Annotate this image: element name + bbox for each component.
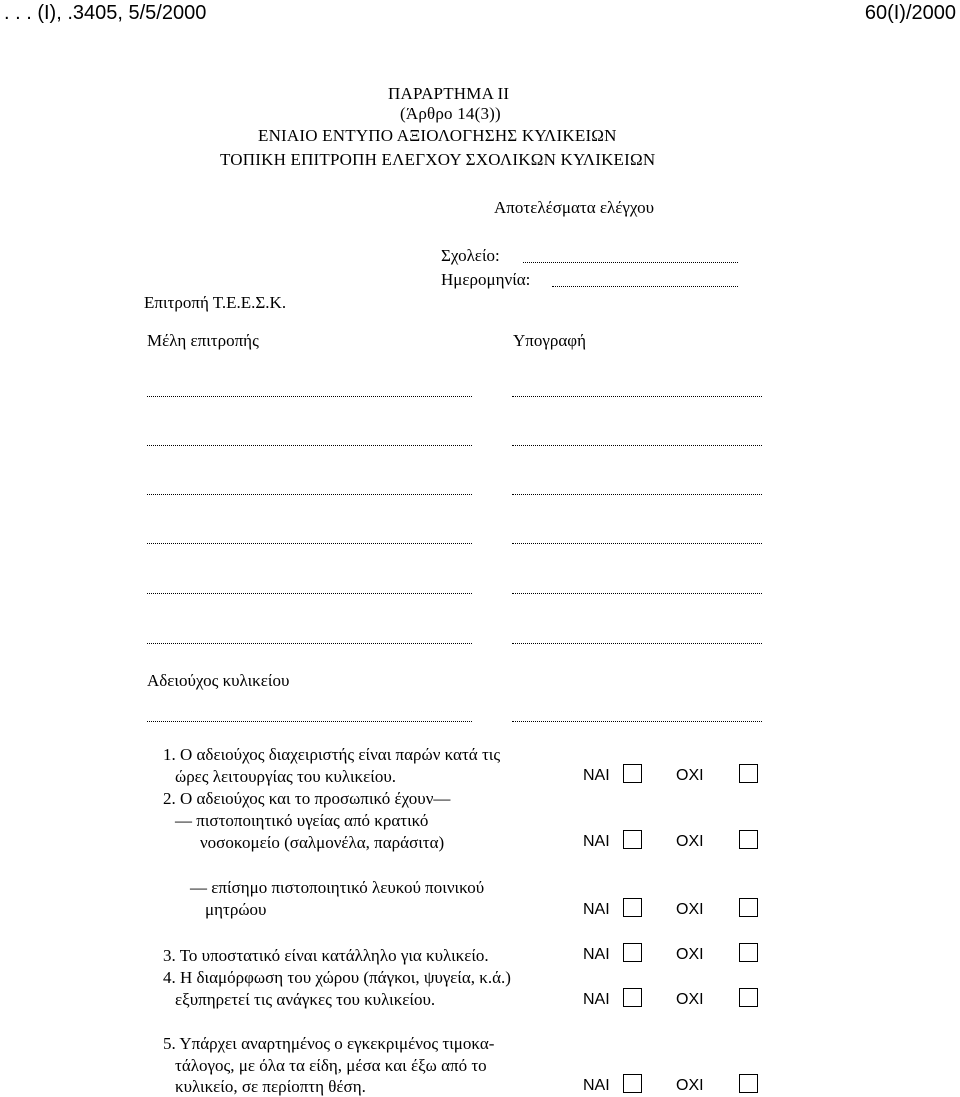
question-2-line-1: 2. Ο αδειούχος και το προσωπικό έχουν— <box>163 789 451 808</box>
committee-title: ΤΟΠΙΚΗ ΕΠΙΤΡΟΠΗ ΕΛΕΓΧΟΥ ΣΧΟΛΙΚΩΝ ΚΥΛΙΚΕΙΩΝ <box>220 150 656 169</box>
question-4-line-1: 4. Η διαμόρφωση του χώρου (πάγκοι, ψυγεία, κ.ά.) <box>163 968 511 987</box>
school-field[interactable] <box>523 262 738 263</box>
q3-yes-checkbox[interactable] <box>623 943 642 962</box>
q2a-yes-checkbox[interactable] <box>623 830 642 849</box>
licensee-signature-line[interactable] <box>512 721 762 722</box>
question-1-line-2: ώρες λειτουργίας του κυλικείου. <box>175 767 396 786</box>
q2a-no-label: ΟΧΙ <box>676 833 704 850</box>
question-2b-line-2: μητρώου <box>205 900 267 919</box>
annex-title: ΠΑΡΑΡΤΗΜΑ II <box>388 84 510 103</box>
q1-yes-checkbox[interactable] <box>623 764 642 783</box>
member-line-3[interactable] <box>147 494 472 495</box>
signature-line-4[interactable] <box>512 543 762 544</box>
signature-line-2[interactable] <box>512 445 762 446</box>
question-2a-line-2: νοσοκομείο (σαλμονέλα, παράσιτα) <box>200 833 445 852</box>
results-label: Αποτελέσματα ελέγχου <box>494 198 655 217</box>
member-line-2[interactable] <box>147 445 472 446</box>
signature-line-1[interactable] <box>512 396 762 397</box>
q1-no-checkbox[interactable] <box>739 764 758 783</box>
signature-label: Υπογραφή <box>513 331 586 350</box>
licensee-label: Αδειούχος κυλικείου <box>147 671 290 690</box>
q4-yes-checkbox[interactable] <box>623 988 642 1007</box>
question-3-line-1: 3. Το υποστατικό είναι κατάλληλο για κυλικείο. <box>163 946 489 965</box>
q2a-yes-label: ΝΑΙ <box>583 833 610 850</box>
q3-no-checkbox[interactable] <box>739 943 758 962</box>
q5-no-checkbox[interactable] <box>739 1074 758 1093</box>
committee-label: Επιτροπή Τ.Ε.Ε.Σ.Κ. <box>144 293 287 312</box>
signature-line-3[interactable] <box>512 494 762 495</box>
q2a-no-checkbox[interactable] <box>739 830 758 849</box>
date-field[interactable] <box>552 286 738 287</box>
member-line-1[interactable] <box>147 396 472 397</box>
date-label: Ημερομηνία: <box>441 270 531 289</box>
member-line-6[interactable] <box>147 643 472 644</box>
school-label: Σχολείο: <box>441 246 500 265</box>
signature-line-6[interactable] <box>512 643 762 644</box>
members-label: Μέλη επιτροπής <box>147 331 259 350</box>
licensee-name-line[interactable] <box>147 721 472 722</box>
q5-yes-label: ΝΑΙ <box>583 1077 610 1094</box>
form-title: ΕΝΙΑΙΟ ΕΝΤΥΠΟ ΑΞΙΟΛΟΓΗΣΗΣ ΚΥΛΙΚΕΙΩΝ <box>258 126 617 145</box>
question-5-line-2: τάλογος, με όλα τα είδη, μέσα και έξω από το <box>175 1056 487 1075</box>
q2b-no-checkbox[interactable] <box>739 898 758 917</box>
question-4-line-2: εξυπηρετεί τις ανάγκες του κυλικείου. <box>175 990 436 1009</box>
member-line-5[interactable] <box>147 593 472 594</box>
question-5-line-3: κυλικείο, σε περίοπτη θέση. <box>175 1077 366 1096</box>
q1-no-label: ΟΧΙ <box>676 767 704 784</box>
question-2a-line-1: — πιστοποιητικό υγείας από κρατικό <box>175 811 429 830</box>
q4-no-label: ΟΧΙ <box>676 991 704 1008</box>
q4-no-checkbox[interactable] <box>739 988 758 1007</box>
q5-no-label: ΟΧΙ <box>676 1077 704 1094</box>
question-5-line-1: 5. Υπάρχει αναρτημένος ο εγκεκριμένος τιμοκα- <box>163 1034 495 1053</box>
q3-yes-label: ΝΑΙ <box>583 946 610 963</box>
q2b-yes-checkbox[interactable] <box>623 898 642 917</box>
q2b-yes-label: ΝΑΙ <box>583 901 610 918</box>
q3-no-label: ΟΧΙ <box>676 946 704 963</box>
question-2b-line-1: — επίσημο πιστοποιητικό λευκού ποινικού <box>190 878 485 897</box>
question-1-line-1: 1. Ο αδειούχος διαχειριστής είναι παρών κατά τις <box>163 745 501 764</box>
signature-line-5[interactable] <box>512 593 762 594</box>
article-ref: (Άρθρο 14(3)) <box>400 104 501 123</box>
q5-yes-checkbox[interactable] <box>623 1074 642 1093</box>
q2b-no-label: ΟΧΙ <box>676 901 704 918</box>
q1-yes-label: ΝΑΙ <box>583 767 610 784</box>
header-left: . . . (I), .3405, 5/5/2000 <box>4 2 207 24</box>
q4-yes-label: ΝΑΙ <box>583 991 610 1008</box>
header-right: 60(I)/2000 <box>864 2 956 24</box>
member-line-4[interactable] <box>147 543 472 544</box>
